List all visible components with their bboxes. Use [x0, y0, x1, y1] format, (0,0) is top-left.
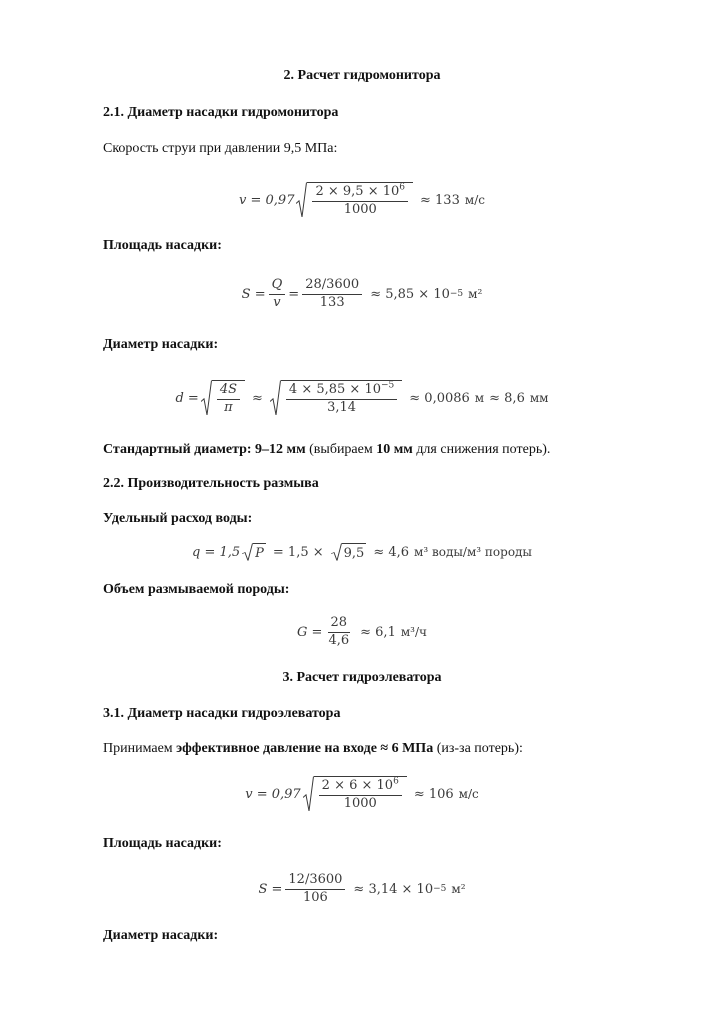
formula-jet-speed-elevator: [0, 772, 724, 816]
f3-sqrt-1: [201, 380, 245, 416]
f2-d2: 133: [319, 294, 345, 310]
std-label: Стандартный диаметр: 9–12 мм: [103, 442, 306, 457]
f3-exp: −5: [381, 380, 395, 391]
f5-num: 28: [328, 616, 351, 633]
f3-sqrt-2: [270, 380, 402, 416]
f1-den: 1000: [343, 202, 377, 217]
formula-water-flow: [0, 538, 724, 566]
f7-num: 12/3600: [285, 873, 345, 890]
f6-den: 1000: [343, 796, 377, 811]
f1-rhs: ≈ 133: [420, 192, 460, 208]
water-flow-label: Удельный расход воды:: [103, 511, 253, 526]
f1-unit: м/с: [464, 193, 485, 207]
f3-lhs: d =: [175, 390, 199, 406]
f2-eq: =: [288, 286, 300, 302]
accept-bold: эффективное давление на входе ≈ 6 МПа: [176, 741, 434, 756]
std-bold: 10 мм: [376, 442, 413, 457]
diameter-label-2: Диаметр насадки:: [103, 928, 219, 943]
accept-pressure-text: [103, 741, 523, 757]
std-end: для снижения потерь).: [412, 442, 551, 457]
f4-sq1: P: [255, 546, 264, 561]
f4-unit: м³ воды/м³ породы: [414, 545, 532, 559]
f7-lhs: S =: [258, 881, 283, 897]
f3-n2: 4 × 5,85 × 10: [288, 382, 381, 398]
diameter-label-1: Диаметр насадки:: [103, 337, 219, 352]
f5-lhs: G =: [297, 624, 323, 640]
f6-exp: 6: [393, 776, 399, 787]
formula-nozzle-diameter: [0, 373, 724, 423]
f2-d1: v: [273, 294, 281, 310]
f7-den: 106: [303, 889, 328, 905]
f3-d1: π: [224, 400, 233, 415]
f4-sqrt-2: [331, 543, 367, 561]
rock-volume-label: Объем размываемой породы:: [103, 582, 290, 597]
formula-rock-volume: [0, 612, 724, 652]
section-2-title: 2. Расчет гидромонитора: [283, 68, 441, 83]
f3-approx: ≈: [252, 390, 263, 406]
subsection-3-1-title: 3.1. Диаметр насадки гидроэлеватора: [103, 706, 341, 721]
subsection-2-2-title: 2.2. Производительность размыва: [103, 476, 319, 491]
f2-unit: м²: [468, 287, 483, 301]
f1-lhs: v = 0,97: [239, 192, 295, 208]
subsection-2-1-title: 2.1. Диаметр насадки гидромонитора: [103, 105, 339, 120]
jet-speed-text: Скорость струи при давлении 9,5 МПа:: [103, 141, 338, 156]
f7-rhs: ≈ 3,14 × 10: [353, 881, 434, 897]
f6-sqrt: [303, 776, 407, 812]
f3-u1: м: [474, 391, 485, 405]
f5-den: 4,6: [328, 632, 350, 648]
f4-rhs: ≈ 4,6: [373, 544, 410, 560]
f6-num: 2 × 6 × 10: [321, 778, 394, 794]
formula-nozzle-area: S = $\frac{Q}{v}$ = $\frac{28/3600}{133}$ ≈ 5,85 × 10 −5 м²: [241, 276, 483, 310]
f3-d2: 3,14: [327, 400, 357, 415]
f4-sq2: 9,5: [343, 546, 365, 561]
area-label-2: Площадь насадки:: [103, 836, 222, 851]
f5-rhs: ≈ 6,1: [360, 624, 396, 640]
f3-rhs: ≈ 0,0086: [409, 390, 470, 406]
standard-diameter-text: [103, 442, 550, 458]
std-mid: (выбираем: [305, 442, 377, 457]
f6-lhs: v = 0,97: [245, 786, 301, 802]
f5-unit: м³/ч: [400, 625, 427, 639]
f4-lhs: q = 1,5: [192, 544, 241, 560]
f2-lhs: S =: [241, 286, 266, 302]
f7-unit: м²: [451, 882, 466, 896]
f1-sqrt: [296, 182, 413, 218]
f2-rhs: ≈ 5,85 × 10: [370, 286, 450, 302]
accept-post: (из-за потерь):: [433, 741, 523, 756]
section-3-title: 3. Расчет гидроэлеватора: [282, 670, 442, 685]
f2-n1: Q: [269, 278, 286, 295]
accept-pre: Принимаем: [103, 741, 177, 756]
f1-num: 2 × 9,5 × 10: [315, 184, 400, 200]
f2-n2: 28/3600: [302, 278, 362, 295]
area-label-1: Площадь насадки:: [103, 238, 222, 253]
f4-sqrt-1: [242, 543, 266, 561]
f3-rhs2: ≈ 8,6: [489, 390, 525, 406]
formula-nozzle-area-elevator: S = $\frac{12/3600}{106}$ ≈ 3,14 × 10 −5 м²: [258, 871, 466, 905]
f1-exp: 6: [399, 182, 406, 193]
f6-rhs: ≈ 106: [413, 786, 454, 802]
f3-u2: мм: [529, 391, 549, 405]
f4-mid: = 1,5 ×: [272, 544, 324, 560]
formula-jet-speed: [0, 178, 724, 222]
f6-unit: м/с: [458, 787, 479, 801]
f3-n1: 4S: [217, 383, 240, 400]
